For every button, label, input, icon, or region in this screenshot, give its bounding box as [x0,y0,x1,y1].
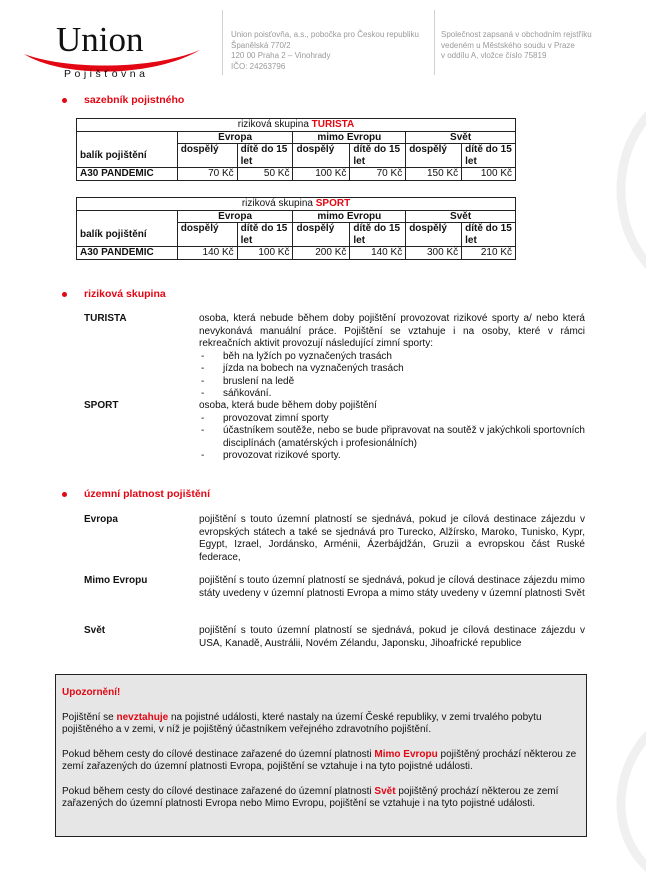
rate-table-sport: riziková skupina SPORT Evropa mimo Evropu Svět balík pojištění dospělý dítě do 15 let dospělý dítě do 15 let dospělý dítě do 15 let A30 PANDEMIC 140 Kč 100 Kč 200 Kč 140 Kč 300 Kč 210 Kč [76,197,516,260]
logo-wordmark: Union [56,20,144,59]
list-item: - bruslení na ledě [199,376,585,389]
list-item: - sáňkování. [199,388,585,401]
section-risk-heading: riziková skupina [62,288,166,300]
list-item: - provozovat zimní sporty [199,413,585,426]
bullet-icon [62,292,67,297]
rate-table-turista: riziková skupina TURISTA Evropa mimo Evropu Svět balík pojištění dospělý dítě do 15 let dospělý dítě do 15 let dospělý dítě do 15 let A30 PANDEMIC 70 Kč 50 Kč 100 Kč 70 Kč 150 Kč 100 Kč [76,118,516,181]
term-mimo-evropu: Mimo Evropu [84,575,148,586]
term-sport: SPORT [84,400,119,411]
list-item: - běh na lyžích po vyznačených trasách [199,351,585,364]
turista-sports-list [199,351,585,401]
company-address: Union poisťovňa, a.s., pobočka pro Českou republiku Španělská 770/2 120 00 Praha 2 – Vinohrady IČO: 24263796 [231,30,419,71]
table-caption: riziková skupina TURISTA [77,119,516,132]
definition-mimo-evropu: pojištění s touto územní platností se sjednává, pokud je cílová destinace zájezdu mimo státy uvedeny v územní platnosti Evropa a mimo státy uvedeny v územní platnosti Svět [199,575,585,599]
table-caption: riziková skupina SPORT [77,198,516,211]
header-divider [434,10,435,75]
definition-turista: osoba, která nebude během doby pojištění provozovat rizikové sporty a/ nebo která nevykonává manuální práce. Pojištění se vztahuje i na osoby, které v rámci rekreačních aktivit provozují následující zimní sporty: - běh na lyžích po vyznačených trasách - jízda na bobech na vyznačených trasách - bruslení na ledě - sáňkování. [199,313,585,401]
term-evropa: Evropa [84,514,118,525]
table-row: A30 PANDEMIC 140 Kč 100 Kč 200 Kč 140 Kč 300 Kč 210 Kč [77,247,516,260]
header-divider [222,10,223,75]
notice-paragraph: Pojištění se nevztahuje na pojistné události, které nastaly na území České republiky, v zemi trvalého pobytu pojištěného a v zemi, v níž je pojištěný účastníkem veřejného zdravotního pojištění. [62,711,542,735]
definition-evropa: pojištění s touto územní platností se sjednává, pokud je cílová destinace zájezdu v evropských státech a také se sjednává pro Turecko, Alžírsko, Maroko, Tunisko, Kypr, Egypt, Izrael, Jordánsko, Arménii, Ázerbájdžán, Gruzii a evropskou část Ruské federace, [199,514,585,563]
bullet-icon [62,492,67,497]
term-svet: Svět [84,625,106,636]
union-logo [22,18,202,88]
section-territory-heading: územní platnost pojištění [62,488,210,500]
list-item: - jízda na bobech na vyznačených trasách [199,363,585,376]
notice-paragraph: Pokud během cesty do cílové destinace zařazené do územní platnosti Svět pojištěný prochází některou ze zemí zařazených do územní platnosti Evropa nebo Mimo Evropu, pojištění se vztahuje i na tyto pojistné události. [62,785,559,809]
term-turista: TURISTA [84,313,127,324]
section-rates-heading: sazebník pojistného [62,94,184,106]
definition-svet: pojištění s touto územní platností se sjednává, pokud je cílová destinace zájezdu v USA, Kanadě, Austrálii, Novém Zélandu, Japonsku, Jihoafrické republice [199,625,585,649]
definition-sport: osoba, která bude během doby pojištění - provozovat zimní sporty - účastníkem soutěže, nebo se bude připravovat na soutěž v jakýchkoli sportovních disciplínách (amatérských i profesionálních) - provozovat rizikové sporty. [199,400,585,463]
company-registry: Společnost zapsaná v obchodním rejstříku vedeném u Městského soudu v Praze v oddílu A, vložce číslo 75819 [441,30,592,61]
notice-title: Upozornění! [62,687,121,698]
logo-subtitle: Pojišťovna [64,68,149,80]
list-item: - provozovat rizikové sporty. [199,450,585,463]
notice-box [55,674,587,837]
bullet-icon [62,98,67,103]
page-header [0,0,646,90]
notice-paragraph: Pokud během cesty do cílové destinace zařazené do územní platnosti Mimo Evropu pojištěný prochází některou ze zemí zařazených do územní platnosti Evropa, pojištění se vztahuje i na tyto pojistné události. [62,748,577,772]
list-item: - účastníkem soutěže, nebo se bude připravovat na soutěž v jakýchkoli sportovních disciplínách (amatérských i profesionálních) [199,425,585,450]
table-row: A30 PANDEMIC 70 Kč 50 Kč 100 Kč 70 Kč 150 Kč 100 Kč [77,168,516,181]
sport-activities-list [199,413,585,463]
